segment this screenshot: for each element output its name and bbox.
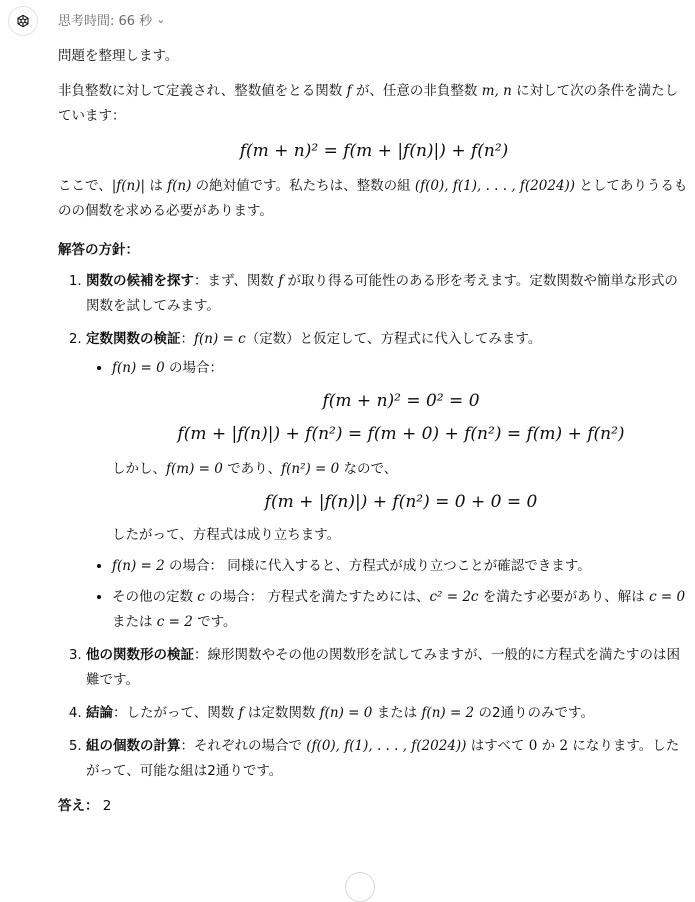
main-equation: f(m + n)² = f(m + |f(n)|) + f(n²) bbox=[239, 141, 509, 161]
step-5: 5. 組の個数の計算：それぞれの場合で (f(0), f(1), . . . , f(2024)) はすべて 0 か 2 になります。したがって、可能な組は2通りです。 bbox=[86, 734, 690, 784]
case0-equation-3: f(m + |f(n)|) + f(n²) = 0 + 0 = 0 bbox=[264, 492, 538, 512]
case0-equation-2: f(m + |f(n)|) + f(n²) = f(m + 0) + f(n²) = f(m) + f(n²) bbox=[177, 424, 625, 444]
scroll-down-button[interactable] bbox=[345, 872, 375, 902]
steps-list bbox=[58, 269, 690, 784]
step-3: 3. 他の関数形の検証：線形関数やその他の関数形を試してみますが、一般的に方程式を満たすのは困難です。 bbox=[86, 643, 690, 693]
case-other: • その他の定数 c の場合： 方程式を満たすためには、c² = 2c を満たす必要があり、解は c = 0 または c = 2 です。 bbox=[112, 585, 690, 635]
approach-heading: 解答の方針： bbox=[58, 242, 139, 258]
step-1: 1. 関数の候補を探す：まず、関数 f が取り得る可能性のある形を考えます。定数関数や簡単な形式の関数を試してみます。 bbox=[86, 269, 690, 319]
case0-text: しかし、f(m) = 0 であり、f(n²) = 0 なので、 bbox=[112, 461, 398, 477]
thinking-toggle[interactable] bbox=[58, 10, 165, 29]
step-4: 4. 結論：したがって、関数 f は定数関数 f(n) = 0 または f(n) = 2 の2通りのみです。 bbox=[86, 701, 690, 726]
constant-cases bbox=[86, 356, 690, 635]
answer-line: 答え： 2 bbox=[58, 798, 112, 814]
step-2: 2. 定数関数の検証：f(n) = c（定数）と仮定して、方程式に代入してみます。 • f(n) = 0 の場合： f(m + n)² = 0² = 0 f(m + |f(n)|) + f(n²) = f(m + 0) + f(n²) = f(m) + f(n²) しかし、f(m) = 0 であり、f(n²) = 0 なので、 f(m + |f(n)|) + f(n²) = 0 + 0 = 0 したがって、方程式は成り立ちます。 • f(n) = 2 の場合： 同様に代入すると、方程式が成り立つことが確認できます。 • その他の定数 c の場合： 方程式を満たすためには、c² = 2c を満たす必要があり、解は c = 0 または c = 2 です。 bbox=[86, 327, 690, 635]
intro-text: 問題を整理します。 bbox=[58, 48, 179, 64]
thinking-label: 思考時間: 66 秒 bbox=[58, 14, 153, 29]
case0-conclusion: したがって、方程式は成り立ちます。 bbox=[112, 527, 341, 543]
answer-value: 2 bbox=[102, 798, 112, 814]
assistant-avatar bbox=[8, 6, 38, 36]
case0-equation-1: f(m + n)² = 0² = 0 bbox=[322, 391, 480, 411]
case-two: • f(n) = 2 の場合： 同様に代入すると、方程式が成り立つことが確認できます。 bbox=[112, 554, 690, 579]
condition-paragraph: 非負整数に対して定義され、整数値をとる関数 f が、任意の非負整数 m, n に対して次の条件を満たしています： bbox=[58, 83, 679, 124]
definition-paragraph: ここで、|f(n)| は f(n) の絶対値です。私たちは、整数の組 (f(0), f(1), . . . , f(2024)) としてありうるものの個数を求める必要があります。 bbox=[58, 178, 688, 219]
chevron-down-icon: ⌄ bbox=[156, 13, 166, 26]
openai-logo-icon bbox=[15, 13, 31, 29]
assistant-message bbox=[58, 44, 690, 819]
case-zero: • f(n) = 0 の場合： f(m + n)² = 0² = 0 f(m + |f(n)|) + f(n²) = f(m + 0) + f(n²) = f(m) + f(n²) しかし、f(m) = 0 であり、f(n²) = 0 なので、 f(m + |f(n)|) + f(n²) = 0 + 0 = 0 したがって、方程式は成り立ちます。 bbox=[112, 356, 690, 548]
